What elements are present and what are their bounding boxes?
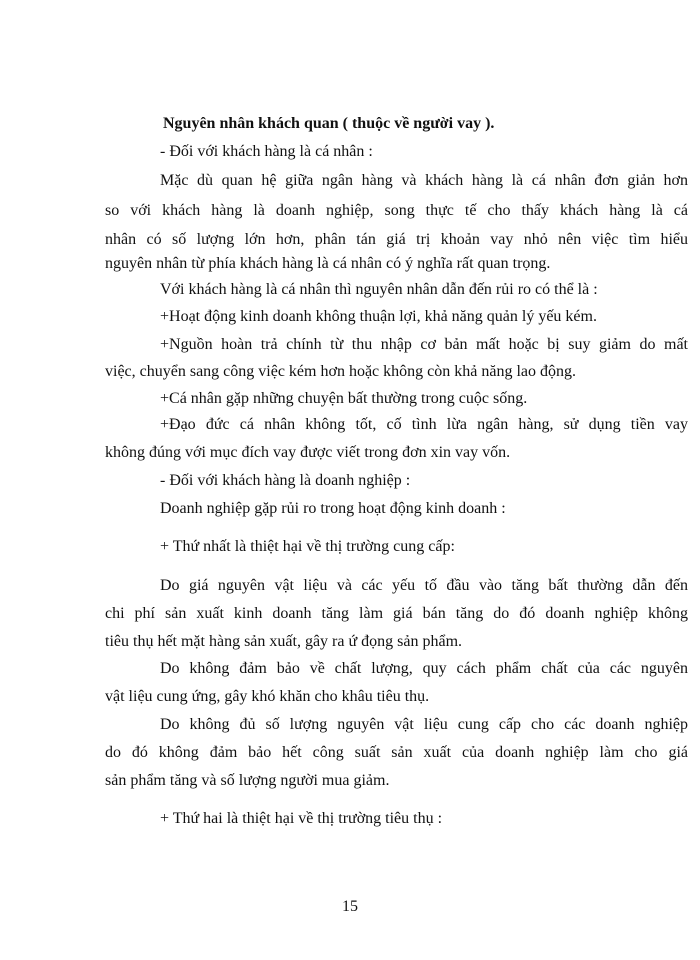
para1-line-1: Mặc dù quan hệ giữa ngân hàng và khách hàng là cá nhân đơn giản hơn (160, 172, 688, 189)
para1-line-3: nhân có số lượng lớn hơn, phân tán giá trị khoản vay nhỏ nên việc tìm hiểu (105, 231, 688, 248)
cause-4-line-1: +Đạo đức cá nhân không tốt, cố tình lừa ngân hàng, sử dụng tiền vay (160, 416, 688, 433)
price-para-line-3: tiêu thụ hết mặt hàng sản xuất, gây ra ứ đọng sản phẩm. (105, 633, 463, 650)
individual-intro: Với khách hàng là cá nhân thì nguyên nhân dẫn đến rủi ro có thể là : (160, 281, 598, 298)
price-para-line-2: chi phí sản xuất kinh doanh tăng làm giá bán tăng do đó doanh nghiệp không (105, 605, 688, 622)
page-number: 15 (342, 898, 358, 915)
cause-2-line-2: việc, chuyển sang công việc kém hơn hoặc không còn khả năng lao động. (105, 363, 576, 380)
cause-1: +Hoạt động kinh doanh không thuận lợi, khả năng quản lý yếu kém. (160, 308, 597, 325)
para1-line-4: nguyên nhân từ phía khách hàng là cá nhân có ý nghĩa rất quan trọng. (105, 255, 551, 272)
price-para-line-1: Do giá nguyên vật liệu và các yếu tố đầu vào tăng bất thường dẫn đến (160, 577, 688, 594)
business-customer-label: - Đối với khách hàng là doanh nghiệp : (160, 472, 411, 489)
section-heading: Nguyên nhân khách quan ( thuộc về người vay ). (163, 115, 495, 132)
quantity-para-line-2: do đó không đảm bảo hết công suất sản xuất của doanh nghiệp làm cho giá (105, 744, 688, 761)
quantity-para-line-1: Do không đủ số lượng nguyên vật liệu cung cấp cho các doanh nghiệp (160, 716, 688, 733)
cause-4-line-2: không đúng với mục đích vay được viết trong đơn xin vay vốn. (105, 444, 511, 461)
quality-para-line-1: Do không đảm bảo về chất lượng, quy cách phẩm chất của các nguyên (160, 660, 688, 677)
second-damage-heading: + Thứ hai là thiệt hại về thị trường tiêu thụ : (160, 810, 443, 827)
quality-para-line-2: vật liệu cung ứng, gây khó khăn cho khâu tiêu thụ. (105, 688, 430, 705)
individual-customer-label: - Đối với khách hàng là cá nhân : (160, 143, 373, 160)
cause-2-line-1: +Nguồn hoàn trả chính từ thu nhập cơ bản mất hoặc bị suy giảm do mất (160, 336, 688, 353)
cause-3: +Cá nhân gặp những chuyện bất thường trong cuộc sống. (160, 390, 528, 407)
quantity-para-line-3: sản phẩm tăng và số lượng người mua giảm. (105, 772, 390, 789)
first-damage-heading: + Thứ nhất là thiệt hại về thị trường cung cấp: (160, 538, 455, 555)
para1-line-2: so với khách hàng là doanh nghiệp, song thực tế cho thấy khách hàng là cá (105, 202, 688, 219)
business-intro: Doanh nghiệp gặp rủi ro trong hoạt động kinh doanh : (160, 500, 506, 517)
